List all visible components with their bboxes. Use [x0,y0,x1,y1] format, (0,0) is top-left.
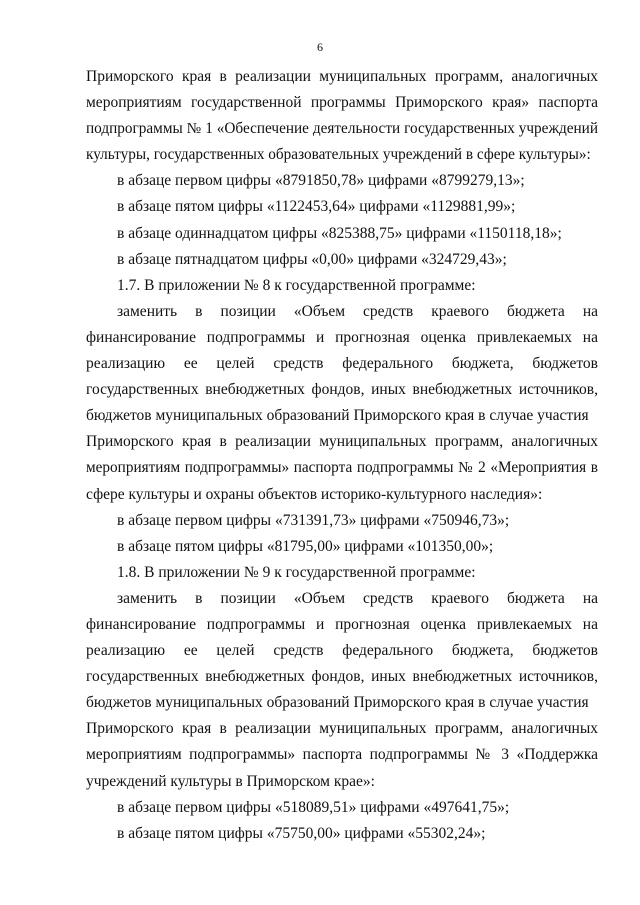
text-line: в абзаце пятом цифры «81795,00» цифрами «101350,00»; [117,537,494,555]
text-line: заменить в позиции «Объем средств краевого бюджета на [117,302,598,320]
text-line: реализацию ее целей средств федерального бюджета, бюджетов [86,355,598,373]
text-line: Приморского края в реализации муниципальных программ, аналогичных [86,68,598,85]
text-line: мероприятиям государственной программы Приморского края» паспорта [86,94,598,112]
text-line: государственных внебюджетных фондов, иных внебюджетных источников, [86,381,598,399]
text-line: мероприятиям подпрограммы» паспорта подпрограммы № 2 «Мероприятия в [86,459,598,477]
page-number: 6 [317,40,323,54]
text-line: Приморского края в реализации муниципальных программ, аналогичных [86,433,598,451]
text-line: финансирование подпрограммы и прогнозная оценка привлекаемых на [86,328,598,346]
document-body [86,64,598,847]
text-line: в абзаце первом цифры «731391,73» цифрами «750946,73»; [117,511,510,529]
text-line: 1.7. В приложении № 8 к государственной программе: [117,276,476,294]
text-line: в абзаце первом цифры «8791850,78» цифрами «8799279,13»; [117,172,525,190]
text-line: бюджетов муниципальных образований Приморского края в случае участия [86,407,589,425]
text-line: 1.8. В приложении № 9 к государственной программе: [117,563,476,581]
text-line: культуры, государственных образовательных учреждений в сфере культуры»: [86,146,591,164]
text-line: реализацию ее целей средств федерального бюджета, бюджетов [86,642,598,660]
text-line: бюджетов муниципальных образований Приморского края в случае участия [86,694,589,712]
text-line: в абзаце первом цифры «518089,51» цифрами «497641,75»; [117,798,510,816]
text-line: в абзаце пятом цифры «1122453,64» цифрами «1129881,99»; [117,198,516,216]
text-line: мероприятиям подпрограммы» паспорта подпрограммы № 3 «Поддержка [86,746,598,764]
text-line: в абзаце пятом цифры «75750,00» цифрами «55302,24»; [117,824,486,842]
text-line: сфере культуры и охраны объектов историко-культурного наследия»: [86,485,543,503]
text-line: заменить в позиции «Объем средств краевого бюджета на [117,589,598,607]
text-line: в абзаце пятнадцатом цифры «0,00» цифрами «324729,43»; [117,250,507,268]
text-line: Приморского края в реализации муниципальных программ, аналогичных [86,720,598,738]
text-line: учреждений культуры в Приморском крае»: [86,772,375,790]
text-line: государственных внебюджетных фондов, иных внебюджетных источников, [86,668,598,686]
text-line: подпрограммы № 1 «Обеспечение деятельности государственных учреждений [86,120,598,138]
text-line: в абзаце одиннадцатом цифры «825388,75» цифрами «1150118,18»; [117,224,562,242]
text-line: финансирование подпрограммы и прогнозная оценка привлекаемых на [86,615,598,633]
